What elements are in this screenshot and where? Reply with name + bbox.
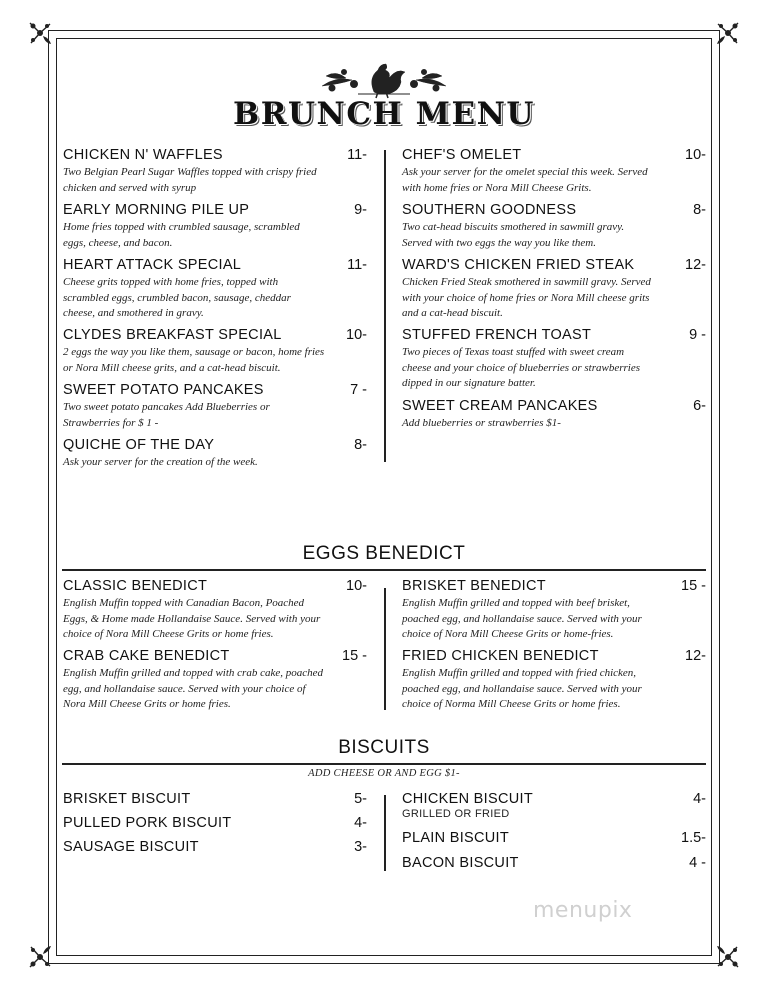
item-price: 12-	[685, 648, 706, 664]
menu-item	[63, 202, 367, 251]
item-name: WARD'S CHICKEN FRIED STEAK	[402, 257, 635, 273]
item-price: 15 -	[342, 648, 367, 664]
item-description: English Muffin grilled and topped with fried chicken, poached egg, and hollandaise sauce. Served with your choice of Norma Mill Cheese Grits or home fries.	[402, 667, 642, 710]
item-description: Add blueberries or strawberries $1-	[402, 417, 561, 429]
item-name: CHEF'S OMELET	[402, 147, 522, 163]
item-price: 11-	[347, 257, 367, 273]
flourish-icon	[27, 20, 53, 46]
menu-item	[63, 382, 367, 431]
item-description: English Muffin topped with Canadian Bacon, Poached Eggs, & Home made Hollandaise Sauce. Served with your choice of Nora Mill Cheese Grits or home fries.	[63, 597, 321, 640]
item-name: SWEET POTATO PANCAKES	[63, 382, 264, 398]
item-name: PLAIN BISCUIT	[402, 830, 510, 846]
menu-item	[63, 257, 367, 322]
menu-item	[63, 839, 367, 855]
item-price: 11-	[347, 147, 367, 163]
item-price: 3-	[354, 839, 367, 855]
item-price: 12-	[685, 257, 706, 273]
section-rule	[62, 569, 706, 571]
item-price: 1.5-	[681, 830, 706, 846]
item-name: SAUSAGE BISCUIT	[63, 839, 199, 855]
item-price: 8-	[693, 202, 706, 218]
section-rule	[62, 763, 706, 765]
column-divider	[384, 588, 386, 710]
menu-item	[402, 830, 706, 846]
item-name: BRISKET BISCUIT	[63, 791, 191, 807]
item-price: 8-	[354, 437, 367, 453]
rooster-icon	[318, 58, 450, 100]
item-price: 4-	[354, 815, 367, 831]
flourish-icon	[27, 944, 53, 970]
menu-item	[402, 791, 706, 820]
menu-item	[402, 147, 706, 196]
item-description: Ask your server for the omelet special this week. Served with home fries or Nora Mill Cheese Grits.	[402, 166, 648, 194]
item-price: 5-	[354, 791, 367, 807]
item-description: Cheese grits topped with home fries, topped with scrambled eggs, crumbled bacon, sausage, cheddar cheese, and smothered in gravy.	[63, 276, 291, 319]
menu-item	[63, 437, 367, 471]
item-description: English Muffin grilled and topped with beef brisket, poached egg, and hollandaise sauce. Served with your choice of Nora Mill Cheese Grits or home-fries.	[402, 597, 642, 640]
item-price: 10-	[346, 578, 367, 594]
item-price: 10-	[346, 327, 367, 343]
column-divider	[384, 795, 386, 871]
item-name: SOUTHERN GOODNESS	[402, 202, 577, 218]
item-price: 6-	[693, 398, 706, 414]
item-name: BACON BISCUIT	[402, 855, 519, 871]
menu-item	[402, 398, 706, 432]
menu-item	[63, 815, 367, 831]
item-description: Two cat-head biscuits smothered in sawmill gravy. Served with two eggs the way you like them.	[402, 221, 625, 249]
item-name: FRIED CHICKEN BENEDICT	[402, 648, 599, 664]
biscuits-note: ADD CHEESE OR AND EGG $1-	[308, 768, 460, 779]
item-price: 9-	[354, 202, 367, 218]
item-description: Two Belgian Pearl Sugar Waffles topped with crispy fried chicken and served with syrup	[63, 166, 317, 194]
item-price: 7 -	[350, 382, 367, 398]
item-description: Two sweet potato pancakes Add Blueberries or Strawberries for $ 1 -	[63, 401, 270, 429]
menu-item	[63, 648, 367, 713]
item-price: 9 -	[689, 327, 706, 343]
menu-item	[402, 855, 706, 871]
item-name: CLYDES BREAKFAST SPECIAL	[63, 327, 282, 343]
menu-item	[63, 578, 367, 643]
item-name: STUFFED FRENCH TOAST	[402, 327, 592, 343]
item-description: English Muffin grilled and topped with crab cake, poached egg, and hollandaise sauce. Served with your choice of Nora Mill Cheese Grits or home fries.	[63, 667, 323, 710]
menu-item	[63, 791, 367, 807]
watermark-logo: menupix	[533, 898, 633, 923]
menu-item	[402, 202, 706, 251]
item-price: 10-	[685, 147, 706, 163]
item-name: CLASSIC BENEDICT	[63, 578, 208, 594]
menu-item	[402, 648, 706, 713]
item-name: HEART ATTACK SPECIAL	[63, 257, 242, 273]
item-price: 4-	[693, 791, 706, 807]
item-description: Two pieces of Texas toast stuffed with sweet cream cheese and your choice of blueberries or strawberries dipped in our signature batter.	[402, 346, 640, 389]
item-name: BRISKET BENEDICT	[402, 578, 546, 594]
menu-item	[402, 327, 706, 392]
item-name: PULLED PORK BISCUIT	[63, 815, 232, 831]
section-title-eggs-benedict: EGGS BENEDICT	[302, 543, 466, 564]
page-title: BRUNCH MENU	[233, 96, 535, 132]
menu-item	[402, 257, 706, 322]
item-description: 2 eggs the way you like them, sausage or bacon, home fries or Nora Mill cheese grits, and a cat-head biscuit.	[63, 346, 325, 374]
item-price: 4 -	[689, 855, 706, 871]
item-name: QUICHE OF THE DAY	[63, 437, 215, 453]
item-name: EARLY MORNING PILE UP	[63, 202, 250, 218]
item-description: Chicken Fried Steak smothered in sawmill gravy. Served with your choice of home fries or Nora Mill cheese grits and a cat-head biscuit.	[402, 276, 651, 319]
item-name: SWEET CREAM PANCAKES	[402, 398, 598, 414]
item-description: Ask your server for the creation of the week.	[63, 456, 258, 468]
section-title-biscuits: BISCUITS	[338, 737, 430, 758]
item-name: CHICKEN BISCUIT	[402, 791, 533, 807]
menu-item	[63, 147, 367, 196]
menu-item	[63, 327, 367, 376]
item-description: Home fries topped with crumbled sausage, scrambled eggs, cheese, and bacon.	[63, 221, 300, 249]
item-option: GRILLED OR FRIED	[402, 808, 510, 820]
item-price: 15 -	[681, 578, 706, 594]
menu-item	[402, 578, 706, 643]
column-divider	[384, 150, 386, 462]
item-name: CRAB CAKE BENEDICT	[63, 648, 230, 664]
flourish-icon	[715, 20, 741, 46]
item-name: CHICKEN N' WAFFLES	[63, 147, 223, 163]
flourish-icon	[715, 944, 741, 970]
